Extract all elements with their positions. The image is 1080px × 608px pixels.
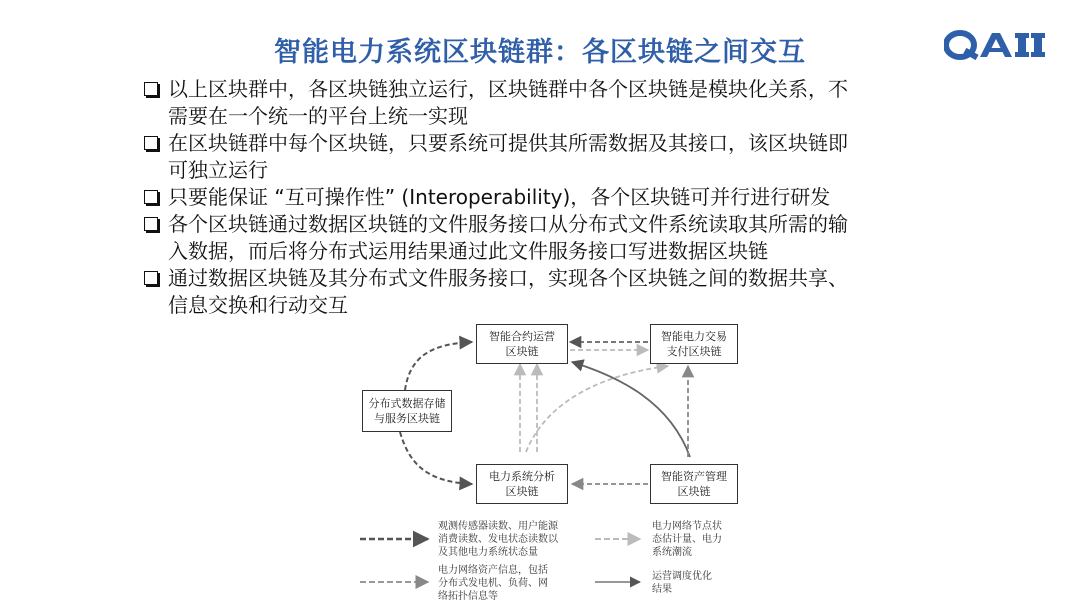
checkbox-bullet-icon xyxy=(144,82,158,96)
node-distributed-storage-blockchain xyxy=(362,390,452,432)
node-power-analysis-blockchain xyxy=(476,464,568,504)
node-asset-management-blockchain xyxy=(650,464,738,504)
bullet-text: 需要在一个统一的平台上统一实现 xyxy=(168,104,468,128)
node-label: 区块链 xyxy=(677,485,711,498)
node-label: 智能合约运营 xyxy=(489,330,555,343)
node-label: 支付区块链 xyxy=(666,345,722,358)
node-label: 智能资产管理 xyxy=(661,470,727,483)
node-label: 电力系统分析 xyxy=(489,470,555,483)
node-label: 分布式数据存储 xyxy=(368,397,446,410)
node-label: 智能电力交易 xyxy=(661,330,727,343)
checkbox-bullet-icon xyxy=(144,217,158,231)
bullet-text: 只要能保证 “互可操作性” (Interoperability)，各个区块链可并行进行研发 xyxy=(168,185,831,209)
checkbox-bullet-icon xyxy=(144,136,158,150)
arrow-storage-to-analysis xyxy=(400,432,472,484)
legend-item-state-estimation: 电力网络节点状 态估计量、电力 系统潮流 xyxy=(652,521,722,558)
bullet-item xyxy=(140,130,950,184)
bullet-text: 各个区块链通过数据区块链的文件服务接口从分布式文件系统读取其所需的输 xyxy=(168,212,848,236)
blockchain-interaction-diagram xyxy=(350,312,750,604)
bullet-item xyxy=(140,184,950,211)
legend-item-sensor-readings: 观测传感器读数、用户能源 消费读数、发电状态读数以 及其他电力系统状态量 xyxy=(438,521,558,558)
node-smart-contract-blockchain xyxy=(476,324,568,364)
slide-title: 智能电力系统区块链群：各区块链之间交互 xyxy=(274,37,806,68)
company-logo xyxy=(944,29,1048,61)
bullet-text: 可独立运行 xyxy=(168,158,268,182)
bullet-text: 信息交换和行动交互 xyxy=(168,293,348,317)
checkbox-bullet-icon xyxy=(144,190,158,204)
bullet-item xyxy=(140,265,950,319)
node-power-trading-blockchain xyxy=(650,324,738,364)
arrow-asset-to-contract xyxy=(572,362,690,457)
legend-item-dispatch-results: 运营调度优化 结果 xyxy=(652,571,712,595)
node-label: 区块链 xyxy=(505,485,539,498)
bullet-text: 入数据，而后将分布式运用结果通过此文件服务接口写进数据区块链 xyxy=(168,239,768,263)
node-label: 与服务区块链 xyxy=(374,412,440,425)
arrow-analysis-to-trading xyxy=(526,366,668,452)
bullet-list xyxy=(140,76,950,319)
bullet-item xyxy=(140,76,950,130)
bullet-text: 在区块链群中每个区块链，只要系统可提供其所需数据及其接口，该区块链即 xyxy=(168,131,848,155)
arrow-storage-to-contract xyxy=(405,342,472,390)
node-label: 区块链 xyxy=(505,345,539,358)
bullet-text: 以上区块群中，各区块链独立运行，区块链群中各个区块链是模块化关系，不 xyxy=(168,77,848,101)
checkbox-bullet-icon xyxy=(144,271,158,285)
legend-item-asset-info: 电力网络资产信息，包括 分布式发电机、负荷、网 络拓扑信息等 xyxy=(438,565,548,602)
bullet-text: 通过数据区块链及其分布式文件服务接口，实现各个区块链之间的数据共享、 xyxy=(168,266,848,290)
bullet-item xyxy=(140,211,950,265)
